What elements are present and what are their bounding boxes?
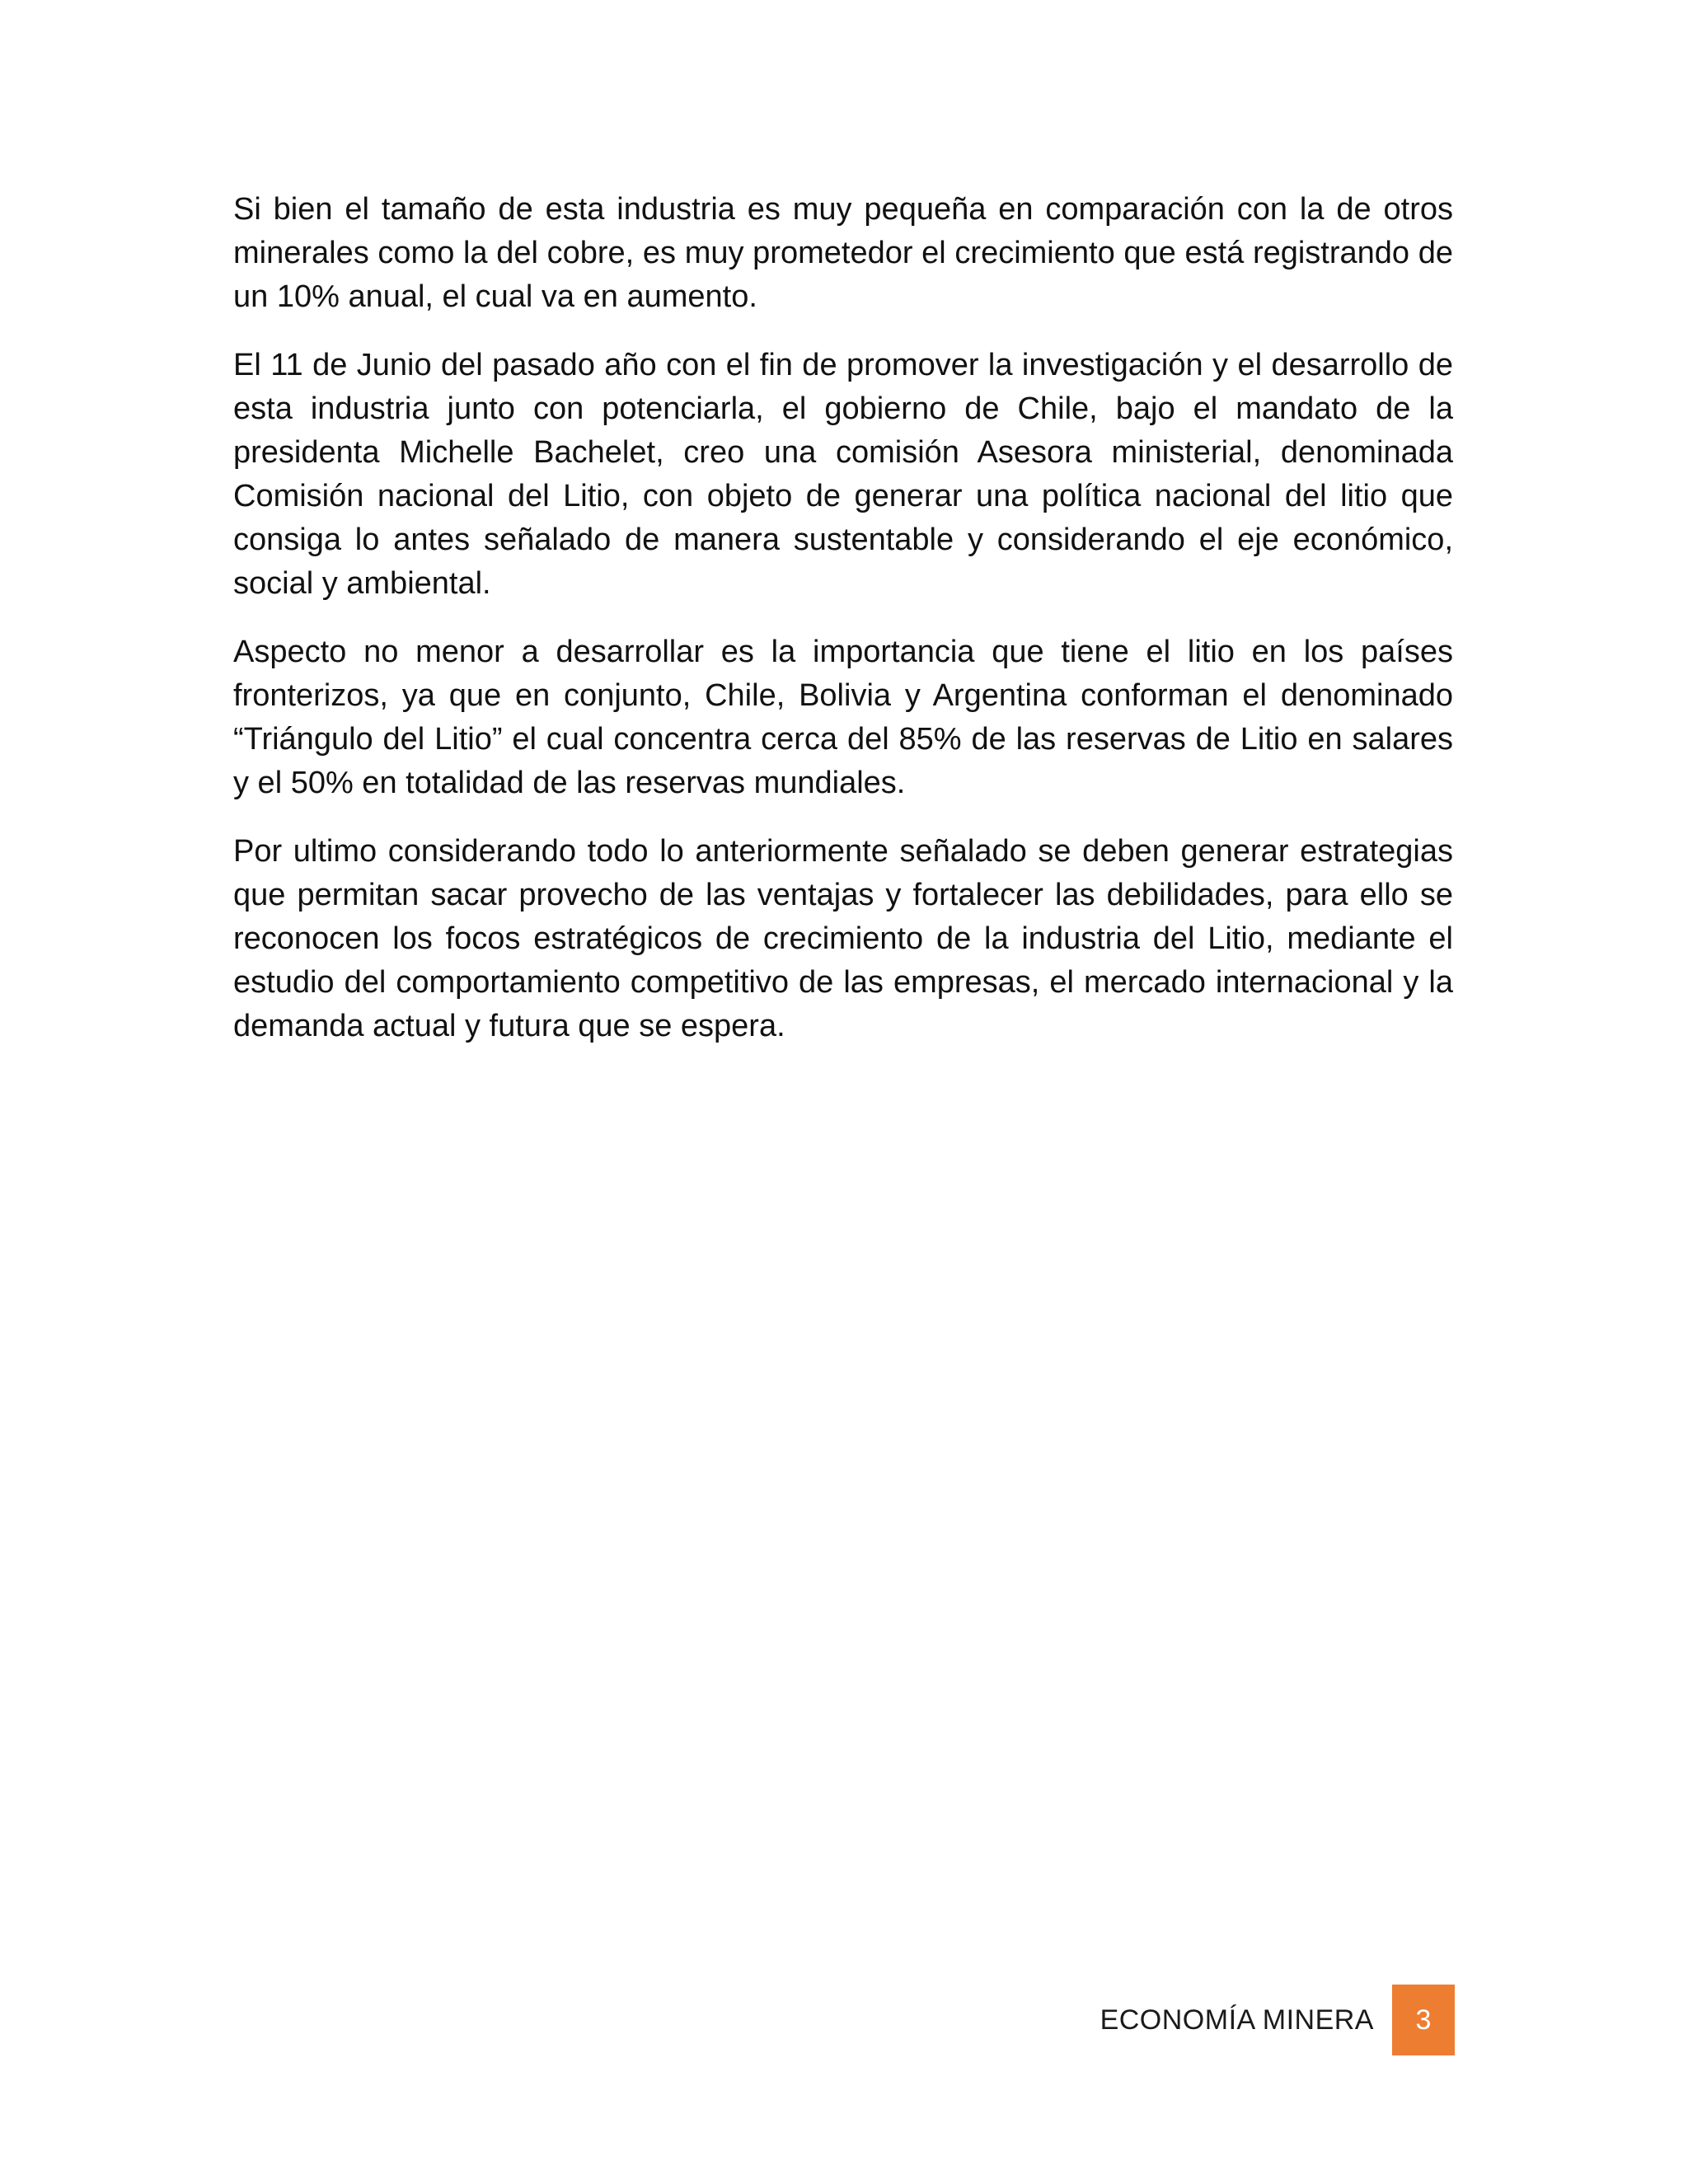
paragraph-strategies: Por ultimo considerando todo lo anteriormente señalado se deben generar estrategias que permitan sacar provecho de las ventajas y fortalecer las debilidades, para ello se reconocen los focos estratégicos de crecimiento de la industria del Litio, mediante el estudio del comportamiento competitivo de las empresas, el mercado internacional y la demanda actual y futura que se espera.	[233, 834, 1453, 1043]
document-body	[233, 188, 1453, 1073]
page-number: 3	[1415, 2004, 1432, 2036]
footer-title: ECONOMÍA MINERA	[1100, 2004, 1374, 2036]
paragraph-lithium-commission: El 11 de Junio del pasado año con el fin de promover la investigación y el desarrollo de esta industria junto con potenciarla, el gobierno de Chile, bajo el mandato de la presidenta Michelle Bachelet, creo una comisión Asesora ministerial, denominada Comisión nacional del Litio, con objeto de generar una política nacional del litio que consiga lo antes señalado de manera sustentable y considerando el eje económico, social y ambiental.	[233, 348, 1453, 601]
page-footer	[1100, 1985, 1455, 2055]
paragraph-industry-size: Si bien el tamaño de esta industria es muy pequeña en comparación con la de otros minerales como la del cobre, es muy prometedor el crecimiento que está registrando de un 10% anual, el cual va en aumento.	[233, 192, 1453, 314]
paragraph-lithium-triangle: Aspecto no menor a desarrollar es la importancia que tiene el litio en los países fronterizos, ya que en conjunto, Chile, Bolivia y Argentina conforman el denominado “Triángulo del Litio” el cual concentra cerca del 85% de las reservas de Litio en salares y el 50% en totalidad de las reservas mundiales.	[233, 635, 1453, 800]
page-number-badge	[1392, 1985, 1455, 2055]
